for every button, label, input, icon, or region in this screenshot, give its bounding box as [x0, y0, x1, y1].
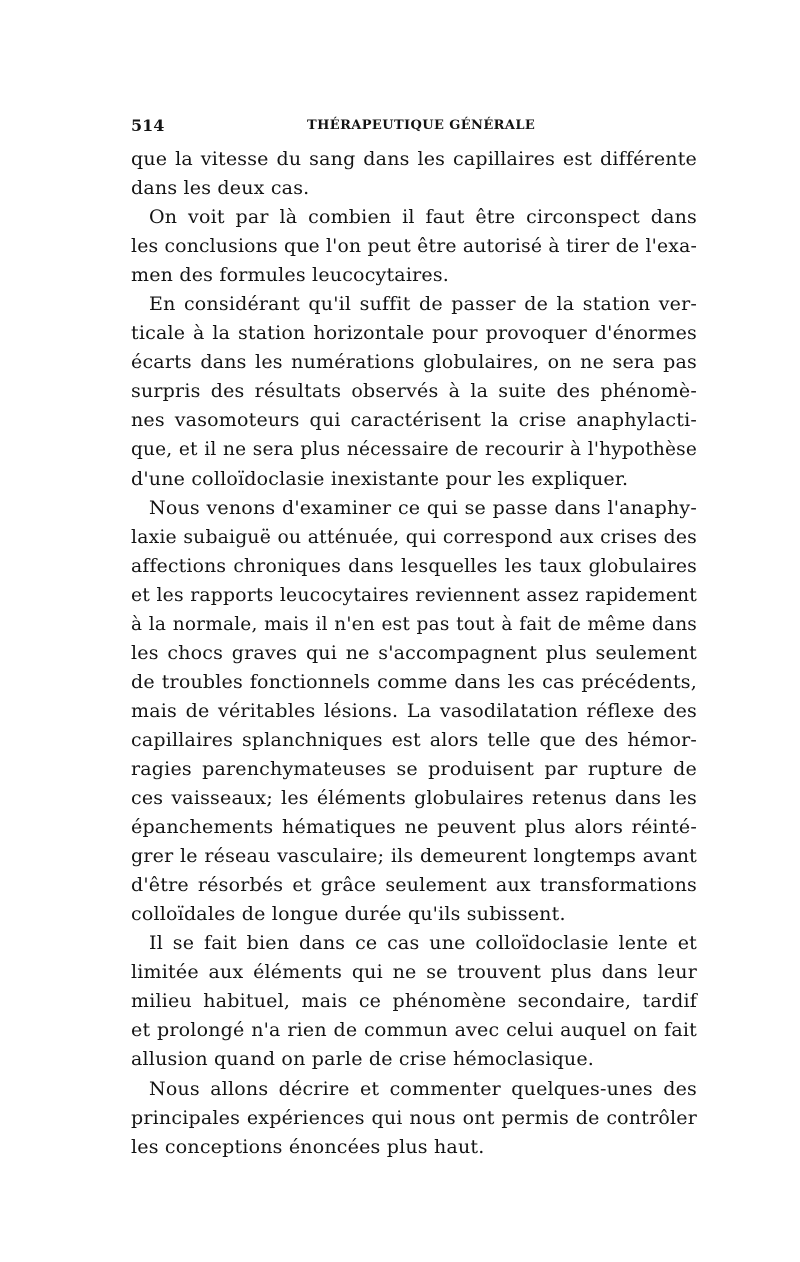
text-line: les chocs graves qui ne s'accompagnent plus seulement — [131, 641, 697, 664]
text-line: surpris des résultats observés à la suite des phénomè- — [131, 380, 697, 403]
body-text — [131, 145, 697, 1162]
text-line: ragies parenchymateuses se produisent par rupture de — [131, 757, 697, 780]
text-line: les conclusions que l'on peut être autorisé à tirer de l'exa- — [131, 236, 697, 258]
text-line: de troubles fonctionnels comme dans les cas précédents, — [131, 670, 697, 693]
text-line: limitée aux éléments qui ne se trouvent plus dans leur — [131, 961, 697, 984]
page-header — [131, 116, 697, 138]
text-line: ces vaisseaux; les éléments globulaires retenus dans les — [131, 787, 697, 810]
page-number: 514 — [131, 116, 165, 135]
text-line: écarts dans les numérations globulaires, on ne sera pas — [131, 351, 697, 374]
running-title: THÉRAPEUTIQUE GÉNÉRALE — [307, 118, 536, 133]
text-line: Nous allons décrire et commenter quelques-unes des — [149, 1077, 697, 1100]
text-line: On voit par là combien il faut être circonspect dans — [149, 206, 697, 229]
text-line: principales expériences qui nous ont permis de contrôler — [131, 1106, 697, 1129]
text-line: laxie subaiguë ou atténuée, qui correspond aux crises des — [131, 526, 697, 548]
text-line: men des formules leucocytaires. — [131, 264, 450, 287]
text-line: affections chroniques dans lesquelles les taux globulaires — [131, 555, 697, 577]
text-line: d'une colloïdoclasie inexistante pour les expliquer. — [131, 467, 629, 490]
text-line: à la normale, mais il n'en est pas tout à fait de même dans — [131, 613, 697, 635]
text-line: les conceptions énoncées plus haut. — [131, 1135, 485, 1158]
text-line: dans les deux cas. — [131, 177, 310, 200]
text-line: que la vitesse du sang dans les capillaires est différente — [131, 148, 697, 170]
text-line: que, et il ne sera plus nécessaire de recourir à l'hypothèse — [131, 439, 697, 461]
text-line: colloïdales de longue durée qu'ils subissent. — [131, 903, 566, 926]
text-line: allusion quand on parle de crise hémoclasique. — [131, 1048, 595, 1071]
text-line: et les rapports leucocytaires reviennent assez rapidement — [131, 584, 697, 606]
text-line: Nous venons d'examiner ce qui se passe dans l'anaphy- — [149, 496, 697, 519]
text-line: capillaires splanchniques est alors telle que des hémor- — [131, 728, 697, 751]
text-line: grer le réseau vasculaire; ils demeurent longtemps avant — [131, 845, 697, 868]
text-line: ticale à la station horizontale pour provoquer d'énormes — [131, 322, 697, 345]
text-line: d'être résorbés et grâce seulement aux transformations — [131, 874, 697, 897]
text-line: Il se fait bien dans ce cas une colloïdoclasie lente et — [149, 932, 697, 955]
text-line: et prolongé n'a rien de commun avec celui auquel on fait — [131, 1019, 697, 1042]
text-line: milieu habituel, mais ce phénomène secondaire, tardif — [131, 990, 697, 1013]
text-line: mais de véritables lésions. La vasodilatation réflexe des — [131, 699, 697, 722]
text-line: épanchements hématiques ne peuvent plus alors réinté- — [131, 816, 697, 839]
text-line: nes vasomoteurs qui caractérisent la crise anaphylacti- — [131, 409, 697, 432]
text-line: En considérant qu'il suffit de passer de la station ver- — [149, 293, 697, 316]
